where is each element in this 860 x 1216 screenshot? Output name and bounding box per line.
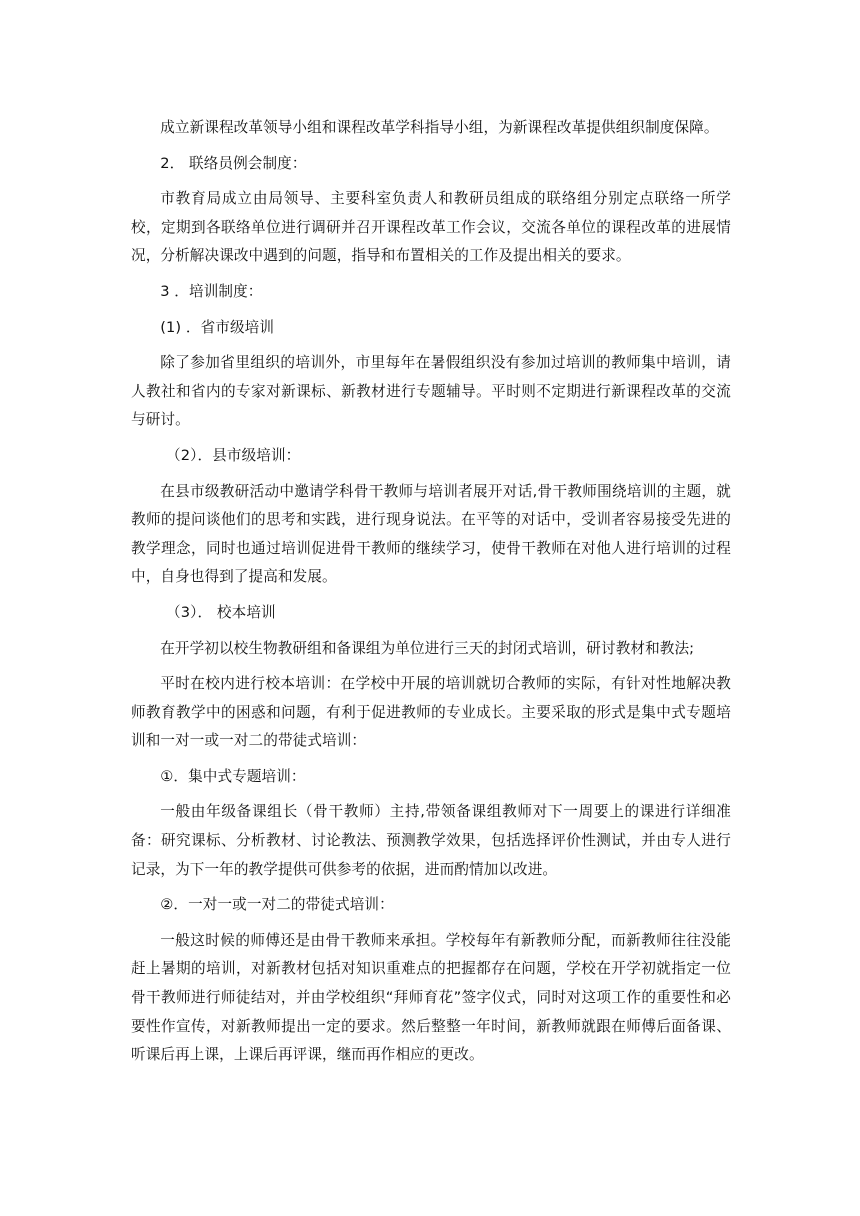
paragraph-provincial-training: 除了参加省里组织的培训外，市里每年在暑假组织没有参加过培训的教师集中培训，请人教社和省内的专家对新课标、新教材进行专题辅导。平时则不定期进行新课程改革的交流与研讨。 xyxy=(131,354,731,429)
paragraph-school-routine-training: 平时在校内进行校本培训：在学校中开展的培训就切合教师的实际，有针对性地解决教师教育教学中的困惑和问题，有利于促进教师的专业成长。主要采取的形式是集中式专题培训和一对一或一对二的带徒式培训： xyxy=(131,675,731,750)
paragraph-org-guarantee: 成立新课程改革领导小组和课程改革学科指导小组，为新课程改革提供组织制度保障。 xyxy=(160,119,719,136)
paragraph-mentorship-training: 一般这时候的师傅还是由骨干教师来承担。学校每年有新教师分配，而新教师往往没能赶上暑期的培训，对新教材包括对知识重难点的把握都存在问题，学校在开学初就指定一位骨干教师进行师徒结对，并由学校组织“拜师育花”签字仪式，同时对这项工作的重要性和必要性作宣传，对新教师提出一定的要求。然后整整一年时间，新教师就跟在师傅后面备课、听课后再上课，上课后再评课，继而再作相应的更改。 xyxy=(131,931,731,1064)
heading-mentorship-training: ②．一对一或一对二的带徒式培训： xyxy=(160,896,394,914)
heading-centralized-training: ①．集中式专题培训： xyxy=(160,767,306,785)
heading-school-training: （3）． 校本培训 xyxy=(166,603,276,621)
paragraph-school-start-training: 在开学初以校生物教研组和备课组为单位进行三天的封闭式培训，研讨教材和教法; xyxy=(160,639,695,657)
heading-county-training: （2）．县市级培训： xyxy=(166,446,301,464)
paragraph-centralized-training: 一般由年级备课组长（骨干教师）主持,带领备课组教师对下一周要上的课进行详细准备：研究课标、分析教材、讨论教法、预测教学效果，包括选择评价性测试，并由专人进行记录，为下一年的教学提供可供参考的依据，进而酌情加以改进。 xyxy=(131,803,731,878)
paragraph-liaison-meeting: 市教育局成立由局领导、主要科室负责人和教研员组成的联络组分别定点联络一所学校，定期到各联络单位进行调研并召开课程改革工作会议，交流各单位的课程改革的进展情况，分析解决课改中遇到的问题，指导和布置相关的工作及提出相关的要求。 xyxy=(131,190,731,265)
heading-training-system: 3 ．培训制度： xyxy=(160,282,263,300)
heading-liaison-meeting: 2． 联络员例会制度： xyxy=(160,154,307,172)
paragraph-county-training: 在县市级教研活动中邀请学科骨干教师与培训者展开对话,骨干教师围绕培训的主题，就教师的提问谈他们的思考和实践，进行现身说法。在平等的对话中，受训者容易接受先进的教学理念，同时也通过培训促进骨干教师的继续学习，使骨干教师在对他人进行培训的过程中，自身也得到了提高和发展。 xyxy=(131,482,731,586)
heading-provincial-training: (1) ．省市级培训 xyxy=(160,318,275,336)
document-body xyxy=(131,114,731,1077)
